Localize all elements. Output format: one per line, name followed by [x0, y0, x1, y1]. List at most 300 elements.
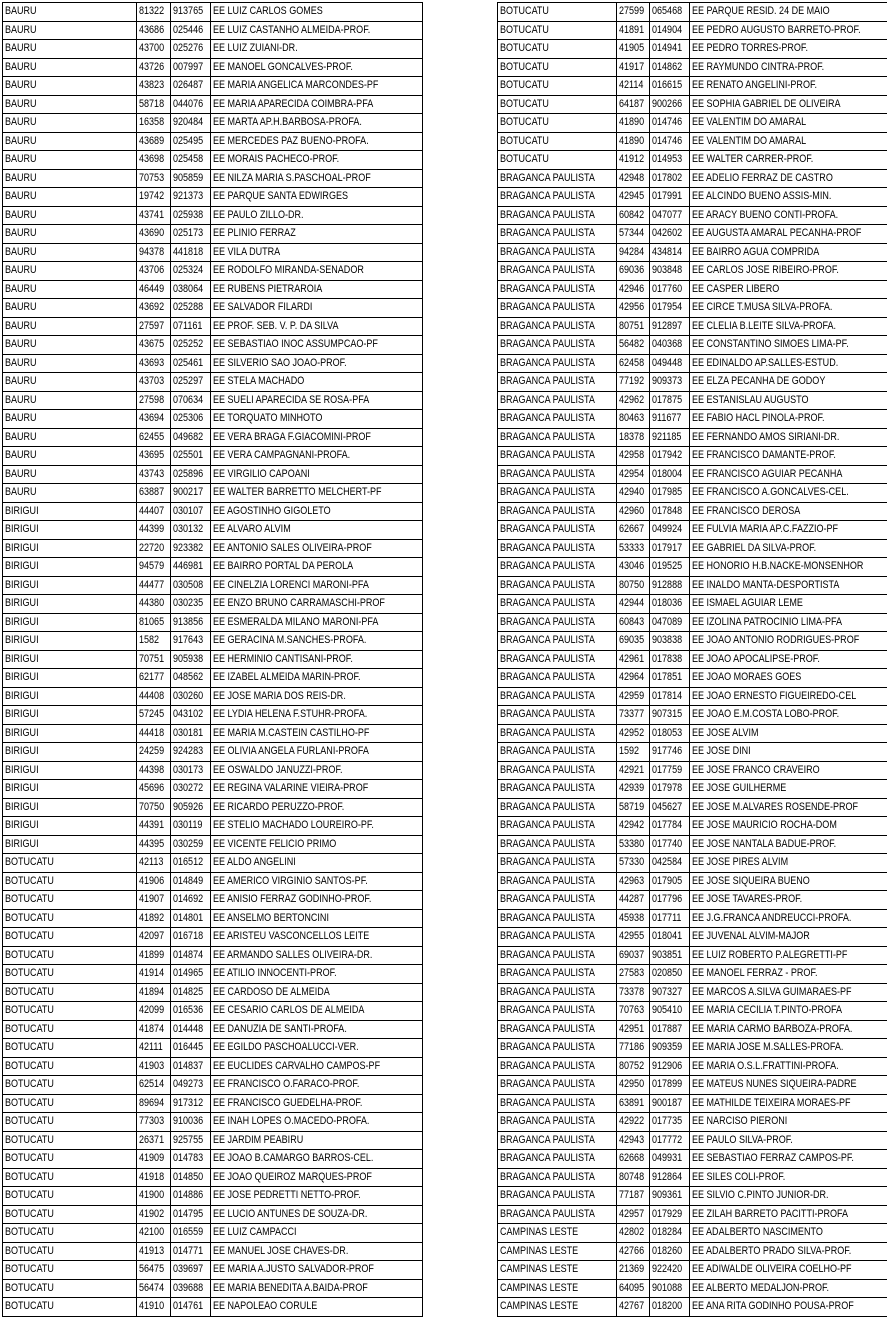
table-row	[3, 1020, 423, 1039]
code-cell	[137, 872, 171, 891]
code-cell-text: 70753	[139, 171, 165, 184]
code-cell-text: 42113	[139, 856, 164, 869]
region-cell-text: CAMPINAS LESTE	[500, 1281, 579, 1294]
cie-cell	[171, 1094, 211, 1113]
cie-cell	[650, 946, 690, 965]
code-cell	[137, 169, 171, 188]
region-cell	[3, 354, 137, 373]
school-name-cell-text: EE CLELIA B.LEITE SILVA-PROFA.	[692, 319, 837, 332]
table-row	[498, 965, 887, 984]
school-name-cell-text: EE FRANCISCO AGUIAR PECANHA	[692, 467, 843, 480]
table-row	[3, 1094, 423, 1113]
school-name-cell-text: EE MARIA CARMO BARBOZA-PROFA.	[692, 1022, 853, 1035]
region-cell	[3, 1094, 137, 1113]
code-cell-text: 42964	[618, 671, 644, 684]
school-name-cell	[210, 780, 423, 799]
code-cell-text: 44287	[618, 893, 644, 906]
cie-cell-text: 025297	[173, 375, 204, 388]
school-name-cell	[210, 743, 423, 762]
code-cell	[616, 21, 650, 40]
code-cell-text: 27583	[618, 967, 644, 980]
region-cell-text: BRAGANCA PAULISTA	[500, 412, 595, 425]
region-cell-text: BOTUCATU	[5, 893, 54, 906]
code-cell-text: 42945	[618, 190, 644, 203]
table-row	[498, 40, 887, 59]
school-name-cell-text: EE PLINIO FERRAZ	[212, 227, 296, 240]
code-cell	[616, 817, 650, 836]
school-name-cell	[210, 613, 423, 632]
code-cell-text: 42954	[618, 467, 644, 480]
code-cell	[137, 1150, 171, 1169]
region-cell-text: BOTUCATU	[5, 1244, 54, 1257]
table-row	[3, 21, 423, 40]
code-cell-text: 41899	[139, 948, 165, 961]
region-cell-text: BRAGANCA PAULISTA	[500, 837, 595, 850]
school-name-cell-text: EE LUIZ CARLOS GOMES	[212, 5, 323, 18]
code-cell-text: 45696	[139, 782, 165, 795]
school-name-cell	[210, 1076, 423, 1095]
region-cell	[3, 336, 137, 355]
cie-cell-text: 030508	[173, 578, 204, 591]
code-cell-text: 44418	[139, 726, 165, 739]
region-cell	[3, 817, 137, 836]
region-cell-text: BRAGANCA PAULISTA	[500, 356, 595, 369]
school-name-cell-text: EE FULVIA MARIA AP.C.FAZZIO-PF	[692, 523, 839, 536]
cie-cell	[171, 521, 211, 540]
code-cell	[616, 58, 650, 77]
school-name-cell	[210, 391, 423, 410]
school-name-cell	[690, 1057, 887, 1076]
table-row	[3, 1002, 423, 1021]
region-cell	[498, 928, 617, 947]
code-cell	[137, 1224, 171, 1243]
school-name-cell	[690, 817, 887, 836]
school-name-cell-text: EE JUVENAL ALVIM-MAJOR	[692, 930, 810, 943]
school-name-cell-text: EE ZILAH BARRETO PACITTI-PROFA	[692, 1207, 849, 1220]
region-cell-text: BRAGANCA PAULISTA	[500, 652, 595, 665]
school-name-cell-text: EE DANUZIA DE SANTI-PROFA.	[212, 1022, 347, 1035]
school-name-cell	[210, 336, 423, 355]
school-name-cell	[690, 1131, 887, 1150]
cie-cell	[650, 780, 690, 799]
cie-cell-text: 043102	[173, 708, 204, 721]
table-row	[3, 336, 423, 355]
school-name-cell	[690, 558, 887, 577]
code-cell-text: 42921	[618, 763, 644, 776]
right-column-table-wrapper	[497, 2, 887, 1317]
table-row	[3, 928, 423, 947]
table-row	[498, 354, 887, 373]
school-name-cell-text: EE EGILDO PASCHOALUCCI-VER.	[212, 1041, 359, 1054]
cie-cell-text: 014849	[173, 874, 204, 887]
region-cell-text: BRAGANCA PAULISTA	[500, 486, 595, 499]
school-name-cell-text: EE FRANCISCO DEROSA	[692, 504, 801, 517]
code-cell-text: 69036	[618, 264, 644, 277]
code-cell-text: 42960	[618, 504, 644, 517]
cie-cell-text: 018260	[652, 1244, 683, 1257]
region-cell	[498, 891, 617, 910]
cie-cell-text: 049682	[173, 430, 204, 443]
cie-cell-text: 909373	[652, 375, 683, 388]
cie-cell	[650, 299, 690, 318]
cie-cell-text: 049273	[173, 1078, 204, 1091]
cie-cell-text: 025495	[173, 134, 204, 147]
cie-cell	[650, 595, 690, 614]
cie-cell-text: 924283	[173, 745, 204, 758]
school-name-cell-text: EE INALDO MANTA-DESPORTISTA	[692, 578, 840, 591]
code-cell-text: 43695	[139, 449, 165, 462]
cie-cell	[650, 1076, 690, 1095]
cie-cell	[171, 1298, 211, 1317]
code-cell-text: 44391	[139, 819, 165, 832]
table-row	[3, 114, 423, 133]
region-cell-text: BRAGANCA PAULISTA	[500, 819, 595, 832]
region-cell	[3, 58, 137, 77]
table-row	[498, 946, 887, 965]
school-name-cell	[210, 243, 423, 262]
code-cell	[616, 872, 650, 891]
region-cell	[498, 743, 617, 762]
table-row	[3, 558, 423, 577]
code-cell	[616, 724, 650, 743]
code-cell	[616, 465, 650, 484]
cie-cell-text: 017942	[652, 449, 683, 462]
code-cell	[137, 669, 171, 688]
region-cell	[3, 1187, 137, 1206]
school-name-cell	[210, 909, 423, 928]
region-cell	[3, 539, 137, 558]
code-cell-text: 80752	[618, 1059, 644, 1072]
schools-table-left-body	[3, 3, 423, 1317]
school-name-cell	[690, 21, 887, 40]
school-name-cell	[690, 317, 887, 336]
table-row	[3, 1261, 423, 1280]
region-cell-text: BRAGANCA PAULISTA	[500, 634, 595, 647]
code-cell	[616, 1094, 650, 1113]
cie-cell-text: 014692	[173, 893, 204, 906]
cie-cell-text: 017991	[652, 190, 683, 203]
region-cell	[3, 206, 137, 225]
code-cell-text: 41891	[618, 23, 644, 36]
cie-cell	[650, 817, 690, 836]
school-name-cell	[210, 928, 423, 947]
region-cell-text: BRAGANCA PAULISTA	[500, 449, 595, 462]
region-cell	[498, 151, 617, 170]
table-row	[498, 835, 887, 854]
code-cell-text: 69035	[618, 634, 644, 647]
school-name-cell-text: EE LUCIO ANTUNES DE SOUZA-DR.	[212, 1207, 368, 1220]
school-name-cell-text: EE MARCOS A.SILVA GUIMARAES-PF	[692, 985, 852, 998]
cie-cell	[171, 21, 211, 40]
code-cell-text: 94284	[618, 245, 644, 258]
table-row	[3, 151, 423, 170]
region-cell-text: BRAGANCA PAULISTA	[500, 1152, 595, 1165]
cie-cell	[650, 928, 690, 947]
school-name-cell	[210, 465, 423, 484]
region-cell	[3, 724, 137, 743]
cie-cell	[650, 576, 690, 595]
code-cell-text: 44477	[139, 578, 165, 591]
school-name-cell	[690, 798, 887, 817]
cie-cell-text: 014771	[173, 1244, 204, 1257]
school-name-cell	[210, 1020, 423, 1039]
cie-cell-text: 920484	[173, 116, 204, 129]
school-name-cell-text: EE ALCINDO BUENO ASSIS-MIN.	[692, 190, 832, 203]
cie-cell-text: 049931	[652, 1152, 683, 1165]
school-name-cell-text: EE JOSE NANTALA BADUE-PROF.	[692, 837, 837, 850]
code-cell	[616, 1131, 650, 1150]
code-cell	[616, 1076, 650, 1095]
cie-cell	[171, 354, 211, 373]
cie-cell	[650, 132, 690, 151]
school-name-cell	[690, 1020, 887, 1039]
region-cell	[498, 613, 617, 632]
region-cell	[3, 1131, 137, 1150]
region-cell-text: BOTUCATU	[5, 930, 54, 943]
school-name-cell-text: EE NARCISO PIERONI	[692, 1115, 788, 1128]
table-row	[498, 299, 887, 318]
school-name-cell-text: EE EUCLIDES CARVALHO CAMPOS-PF	[212, 1059, 380, 1072]
region-cell	[3, 835, 137, 854]
region-cell	[498, 1168, 617, 1187]
cie-cell	[171, 262, 211, 281]
region-cell-text: BOTUCATU	[5, 1189, 54, 1202]
table-row	[3, 1076, 423, 1095]
school-name-cell	[210, 1298, 423, 1317]
school-name-cell-text: EE JOSE PIRES ALVIM	[692, 856, 789, 869]
code-cell	[137, 447, 171, 466]
table-row	[3, 447, 423, 466]
cie-cell	[171, 558, 211, 577]
cie-cell	[650, 1242, 690, 1261]
region-cell	[498, 280, 617, 299]
school-name-cell-text: EE GABRIEL DA SILVA-PROF.	[692, 541, 817, 554]
region-cell-text: BRAGANCA PAULISTA	[500, 1022, 595, 1035]
code-cell	[616, 484, 650, 503]
school-name-cell-text: EE WALTER BARRETTO MELCHERT-PF	[212, 486, 382, 499]
code-cell	[616, 798, 650, 817]
cie-cell-text: 014874	[173, 948, 204, 961]
cie-cell-text: 030132	[173, 523, 204, 536]
code-cell-text: 41903	[139, 1059, 165, 1072]
cie-cell-text: 903848	[652, 264, 683, 277]
cie-cell	[650, 21, 690, 40]
school-name-cell	[210, 502, 423, 521]
school-name-cell	[210, 299, 423, 318]
table-row	[3, 1168, 423, 1187]
code-cell	[137, 817, 171, 836]
table-row	[3, 391, 423, 410]
code-cell-text: 43692	[139, 301, 165, 314]
school-name-cell	[210, 595, 423, 614]
school-name-cell-text: EE MANOEL FERRAZ - PROF.	[692, 967, 818, 980]
code-cell	[137, 77, 171, 96]
region-cell	[3, 650, 137, 669]
region-cell	[3, 410, 137, 429]
region-cell	[3, 1298, 137, 1317]
school-name-cell	[690, 373, 887, 392]
cie-cell	[171, 650, 211, 669]
region-cell-text: CAMPINAS LESTE	[500, 1263, 579, 1276]
region-cell-text: BRAGANCA PAULISTA	[500, 1189, 595, 1202]
cie-cell	[171, 1261, 211, 1280]
region-cell	[3, 114, 137, 133]
code-cell	[616, 151, 650, 170]
code-cell-text: 42802	[618, 1226, 644, 1239]
school-name-cell	[210, 558, 423, 577]
cie-cell-text: 017760	[652, 282, 683, 295]
code-cell	[137, 706, 171, 725]
school-name-cell	[210, 428, 423, 447]
cie-cell-text: 014795	[173, 1207, 204, 1220]
code-cell	[137, 1261, 171, 1280]
region-cell	[3, 798, 137, 817]
code-cell	[137, 354, 171, 373]
school-name-cell	[690, 1094, 887, 1113]
school-name-cell	[690, 909, 887, 928]
cie-cell	[171, 95, 211, 114]
school-name-cell-text: EE JOSE GUILHERME	[692, 782, 787, 795]
code-cell	[137, 946, 171, 965]
cie-cell	[650, 891, 690, 910]
cie-cell	[650, 151, 690, 170]
cie-cell	[650, 965, 690, 984]
region-cell-text: BAURU	[5, 23, 37, 36]
school-name-cell-text: EE ESTANISLAU AUGUSTO	[692, 393, 809, 406]
cie-cell-text: 912906	[652, 1059, 683, 1072]
code-cell	[137, 132, 171, 151]
cie-cell	[171, 1076, 211, 1095]
table-row	[3, 521, 423, 540]
region-cell	[3, 1224, 137, 1243]
region-cell-text: BRAGANCA PAULISTA	[500, 967, 595, 980]
region-cell-text: BRAGANCA PAULISTA	[500, 282, 595, 295]
table-row	[3, 595, 423, 614]
table-row	[3, 1113, 423, 1132]
code-cell-text: 56475	[139, 1263, 165, 1276]
cie-cell-text: 014850	[173, 1170, 204, 1183]
cie-cell	[171, 428, 211, 447]
school-name-cell	[690, 1242, 887, 1261]
school-name-cell	[690, 484, 887, 503]
code-cell	[616, 447, 650, 466]
school-name-cell	[210, 1187, 423, 1206]
region-cell-text: BAURU	[5, 412, 37, 425]
school-name-cell-text: EE JOAO APOCALIPSE-PROF.	[692, 652, 820, 665]
region-cell	[3, 1076, 137, 1095]
region-cell	[498, 169, 617, 188]
code-cell-text: 16358	[139, 116, 165, 129]
region-cell	[498, 206, 617, 225]
school-name-cell-text: EE PROF. SEB. V. P. DA SILVA	[212, 319, 339, 332]
region-cell	[3, 502, 137, 521]
code-cell	[616, 391, 650, 410]
table-row	[498, 1168, 887, 1187]
code-cell-text: 42963	[618, 874, 644, 887]
cie-cell-text: 017978	[652, 782, 683, 795]
cie-cell	[650, 650, 690, 669]
cie-cell	[650, 243, 690, 262]
code-cell	[616, 613, 650, 632]
cie-cell	[171, 687, 211, 706]
school-name-cell	[210, 1057, 423, 1076]
code-cell-text: 62177	[139, 671, 165, 684]
code-cell	[616, 632, 650, 651]
cie-cell	[650, 1094, 690, 1113]
region-cell	[3, 909, 137, 928]
region-cell	[3, 151, 137, 170]
region-cell-text: BRAGANCA PAULISTA	[500, 689, 595, 702]
school-name-cell	[210, 373, 423, 392]
region-cell-text: CAMPINAS LESTE	[500, 1244, 579, 1257]
table-row	[498, 95, 887, 114]
code-cell	[616, 262, 650, 281]
school-name-cell-text: EE JOSE PEDRETTI NETTO-PROF.	[212, 1189, 361, 1202]
region-cell-text: BIRIGUI	[5, 634, 39, 647]
code-cell-text: 73377	[618, 708, 644, 721]
region-cell	[3, 576, 137, 595]
school-name-cell	[210, 410, 423, 429]
school-name-cell-text: EE ADALBERTO PRADO SILVA-PROF.	[692, 1244, 852, 1257]
cie-cell-text: 912888	[652, 578, 683, 591]
code-cell-text: 41909	[139, 1152, 165, 1165]
table-row	[3, 1242, 423, 1261]
cie-cell	[171, 465, 211, 484]
code-cell	[137, 1076, 171, 1095]
school-name-cell	[690, 169, 887, 188]
table-row	[3, 169, 423, 188]
code-cell-text: 62668	[618, 1152, 644, 1165]
school-name-cell-text: EE REGINA VALARINE VIEIRA-PROF	[212, 782, 368, 795]
code-cell-text: 77192	[618, 375, 644, 388]
table-row	[498, 891, 887, 910]
school-name-cell-text: EE MANUEL JOSE CHAVES-DR.	[212, 1244, 349, 1257]
region-cell-text: BOTUCATU	[5, 1263, 54, 1276]
region-cell	[498, 632, 617, 651]
code-cell-text: 43693	[139, 356, 165, 369]
code-cell-text: 89694	[139, 1096, 165, 1109]
cie-cell-text: 030259	[173, 837, 204, 850]
school-name-cell-text: EE JOAO QUEIROZ MARQUES-PROF	[212, 1170, 372, 1183]
cie-cell-text: 039697	[173, 1263, 204, 1276]
code-cell	[137, 743, 171, 762]
cie-cell	[650, 1298, 690, 1317]
school-name-cell	[210, 1261, 423, 1280]
cie-cell	[171, 743, 211, 762]
code-cell-text: 41913	[139, 1244, 165, 1257]
region-cell-text: BOTUCATU	[5, 1207, 54, 1220]
cie-cell	[650, 354, 690, 373]
school-name-cell-text: EE JOAO ANTONIO RODRIGUES-PROF	[692, 634, 860, 647]
code-cell	[137, 724, 171, 743]
code-cell	[137, 95, 171, 114]
region-cell-text: CAMPINAS LESTE	[500, 1226, 579, 1239]
table-row	[498, 798, 887, 817]
region-cell	[498, 1002, 617, 1021]
code-cell-text: 42766	[618, 1244, 644, 1257]
code-cell-text: 45938	[618, 911, 644, 924]
code-cell-text: 42962	[618, 393, 644, 406]
school-name-cell-text: EE AUGUSTA AMARAL PECANHA-PROF	[692, 227, 862, 240]
code-cell-text: 60842	[618, 208, 644, 221]
code-cell-text: 64095	[618, 1281, 644, 1294]
cie-cell	[171, 502, 211, 521]
cie-cell	[171, 780, 211, 799]
code-cell	[616, 225, 650, 244]
school-name-cell	[690, 1076, 887, 1095]
school-name-cell	[210, 835, 423, 854]
school-name-cell-text: EE PEDRO TORRES-PROF.	[692, 42, 809, 55]
